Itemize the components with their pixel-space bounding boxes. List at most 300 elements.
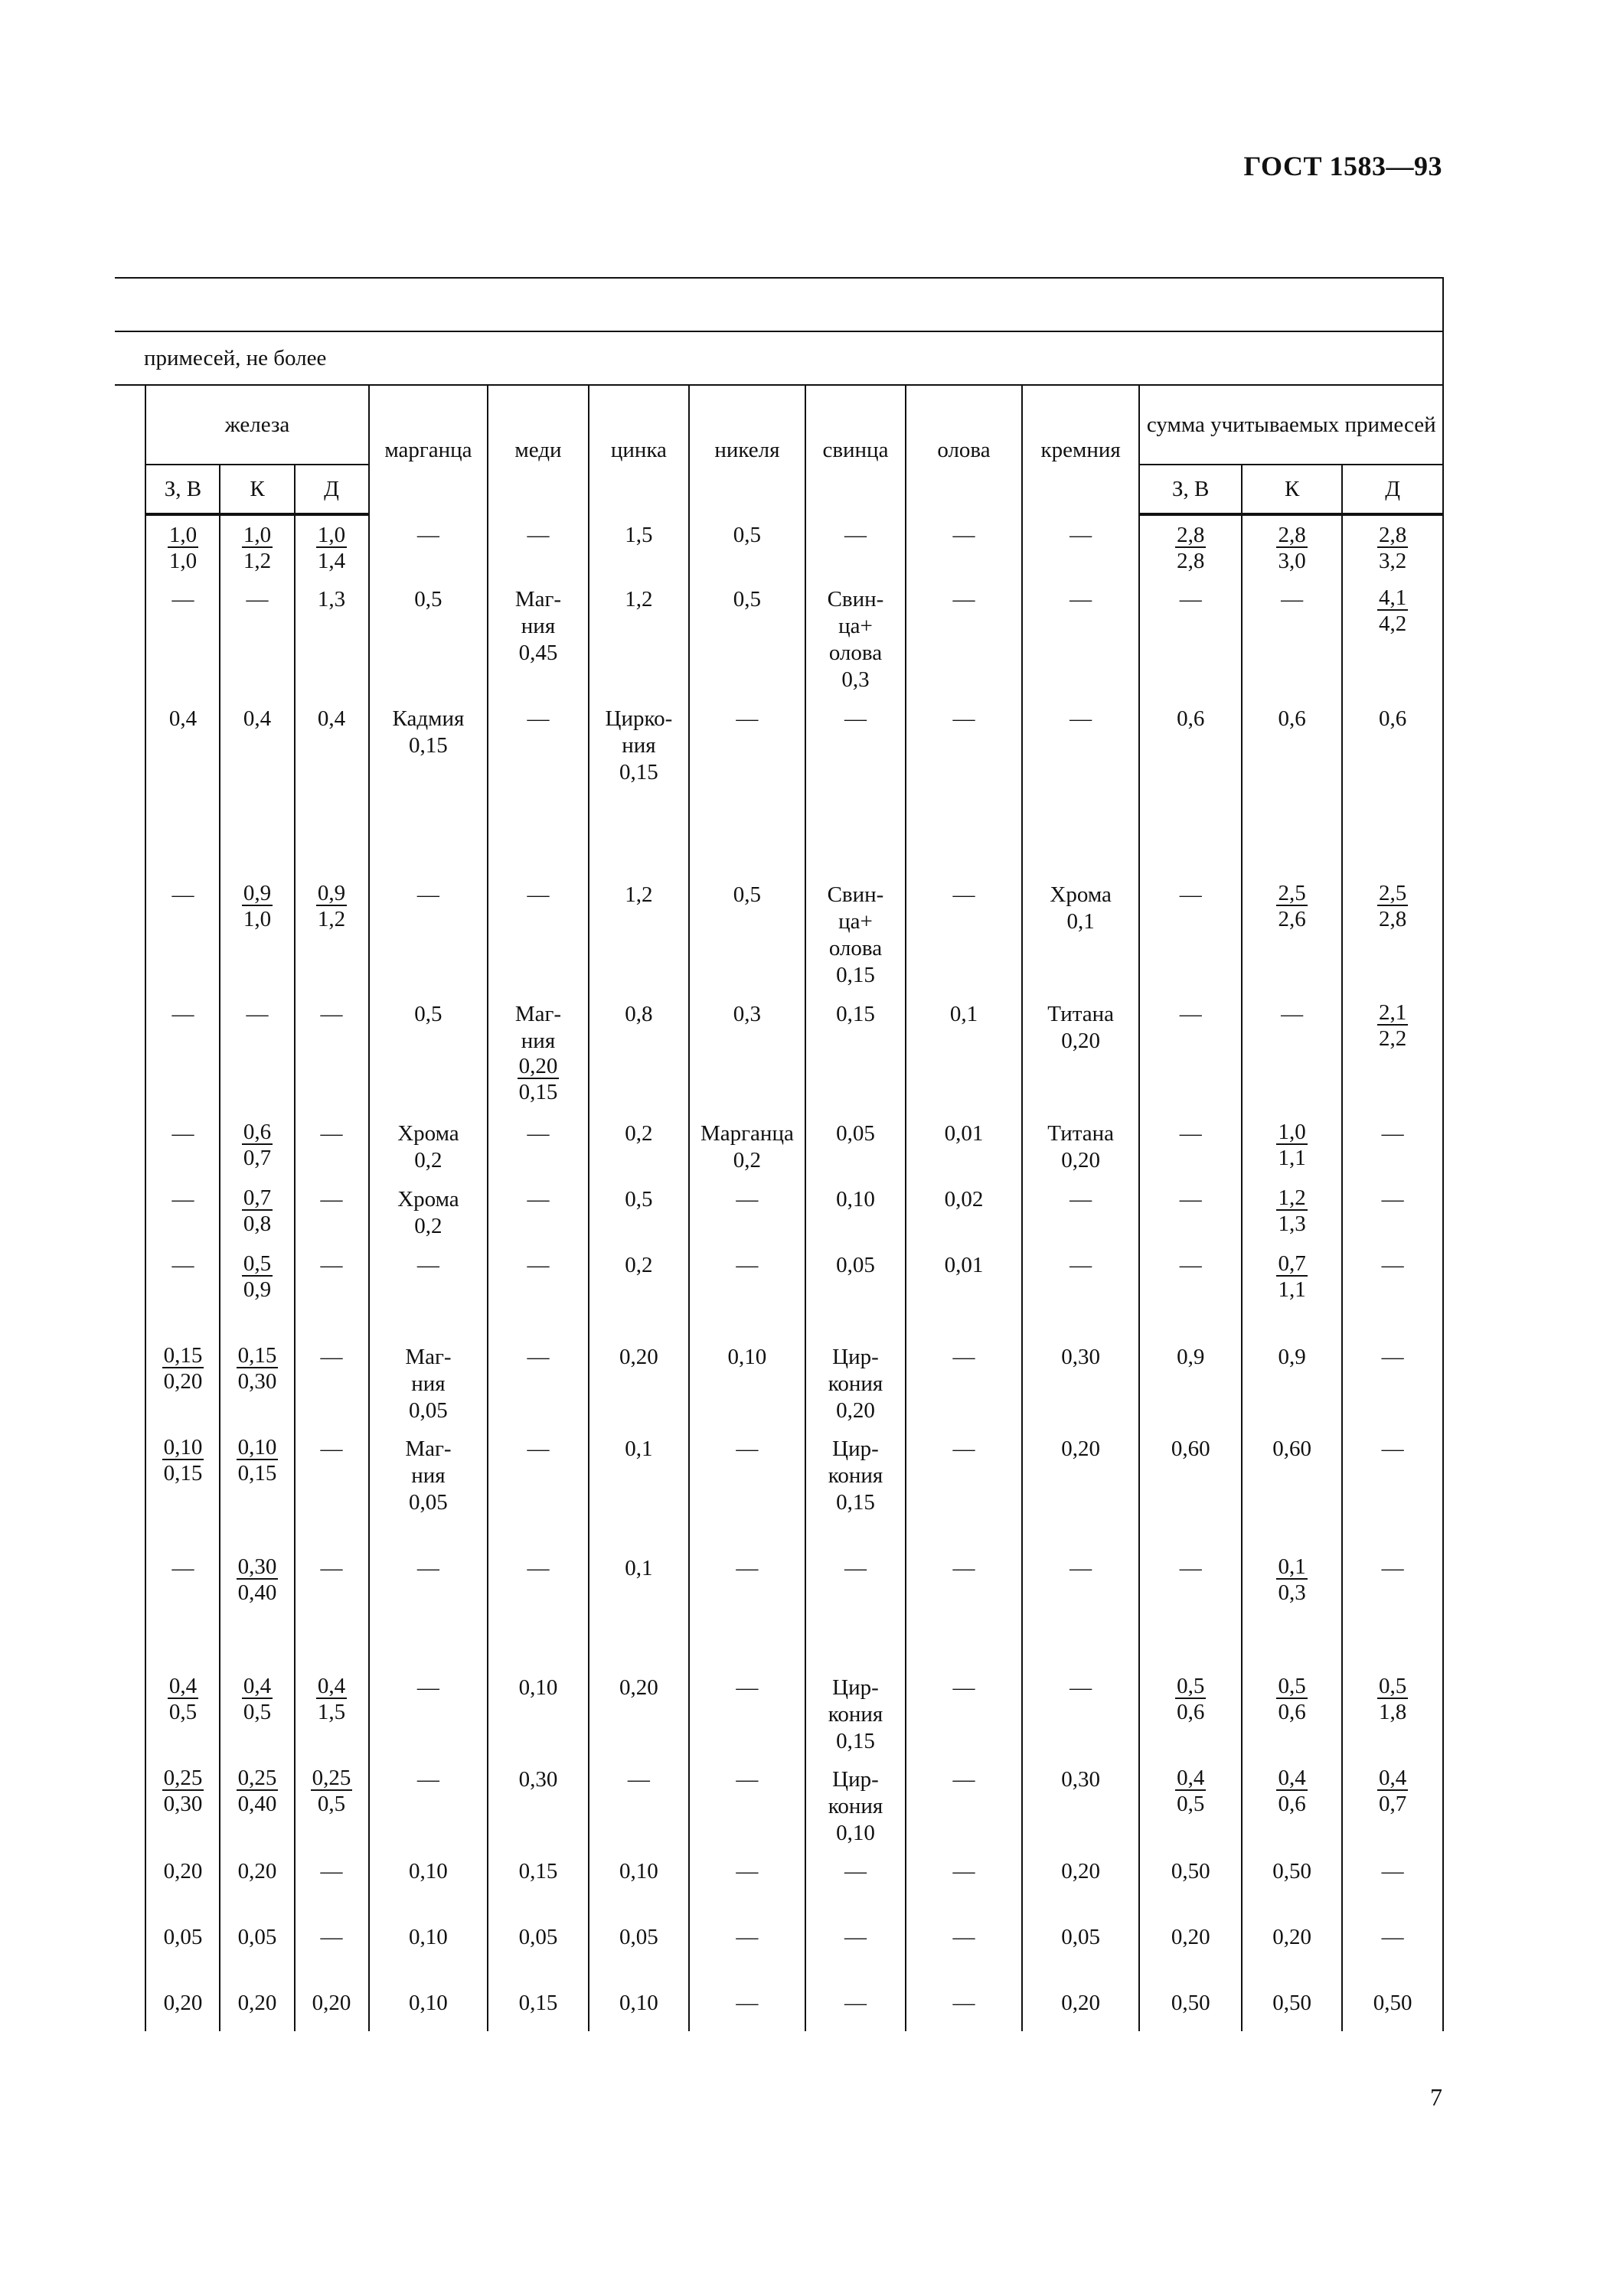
cell-text: 0,20 xyxy=(1061,1029,1101,1053)
cell-text: 0,60 xyxy=(1272,1437,1311,1461)
table-cell xyxy=(906,698,1022,874)
cell-text: олова xyxy=(828,936,883,960)
cell-text: — xyxy=(1069,1675,1092,1700)
cell-text: — xyxy=(171,587,194,612)
table-cell xyxy=(1139,874,1241,993)
cell-text: 0,05 xyxy=(836,1253,875,1277)
header-row-1 xyxy=(115,385,1443,465)
column-header: свинца xyxy=(805,385,906,514)
cell-text: 0,4 xyxy=(317,706,346,731)
table-cell xyxy=(1139,1851,1241,1916)
table-cell xyxy=(145,1667,220,1759)
table-cell xyxy=(295,1548,369,1667)
table-cell xyxy=(145,1428,220,1548)
table-cell xyxy=(1342,1428,1443,1548)
fraction xyxy=(242,882,273,932)
table-cell xyxy=(295,1113,369,1179)
table-cell xyxy=(369,993,488,1113)
fraction-numerator: 0,4 xyxy=(317,1674,346,1698)
table-cell xyxy=(1242,1113,1342,1179)
table-cell xyxy=(1242,514,1342,579)
table-body xyxy=(115,514,1443,2031)
cell-text: 0,5 xyxy=(733,587,762,612)
table-cell xyxy=(145,698,220,874)
fraction-numerator: 0,9 xyxy=(317,881,346,905)
table-caption: примесей, не более xyxy=(115,331,1443,385)
fraction-numerator: 0,25 xyxy=(312,1766,351,1790)
table-cell xyxy=(805,1548,906,1667)
table-cell xyxy=(1022,1667,1140,1759)
cell-text: — xyxy=(320,1253,343,1277)
cell-text: — xyxy=(952,1675,975,1700)
cell-text: — xyxy=(736,1675,759,1700)
cell-text: — xyxy=(952,1767,975,1792)
table-cell xyxy=(805,1982,906,2031)
fraction-denominator: 1,4 xyxy=(317,549,346,573)
table-cell xyxy=(689,579,805,698)
fraction-denominator: 1,0 xyxy=(243,907,272,931)
table-cell xyxy=(1242,1851,1342,1916)
cell-text: 0,6 xyxy=(1379,706,1407,731)
table-cell xyxy=(369,1851,488,1916)
sub-header: З, В xyxy=(145,465,220,514)
fraction-numerator: 0,30 xyxy=(237,1554,277,1579)
column-header: меди xyxy=(488,385,588,514)
fraction-numerator: 1,0 xyxy=(1278,1120,1306,1144)
table-cell xyxy=(906,1244,1022,1336)
table-cell xyxy=(805,514,906,579)
table-cell xyxy=(689,1916,805,1982)
fraction-denominator: 1,3 xyxy=(1278,1212,1306,1236)
table-cell xyxy=(1139,698,1241,874)
table-cell xyxy=(220,1851,294,1916)
table-cell xyxy=(589,514,689,579)
fraction xyxy=(1276,1766,1307,1817)
table-cell xyxy=(1342,1851,1443,1916)
table-cell xyxy=(805,1667,906,1759)
table-cell xyxy=(1022,1336,1140,1428)
cell-text: Кадмия xyxy=(392,706,465,731)
table-cell xyxy=(145,1548,220,1667)
table-cell xyxy=(488,1179,588,1244)
table-cell xyxy=(488,993,588,1113)
table-row xyxy=(115,1428,1443,1548)
cell-text: 0,10 xyxy=(836,1187,875,1212)
cell-text: — xyxy=(844,1859,867,1883)
fraction-numerator: 0,4 xyxy=(1177,1766,1205,1790)
cell-text: 0,10 xyxy=(619,1859,658,1883)
cell-text: 0,01 xyxy=(944,1253,984,1277)
cell-text: 0,20 xyxy=(163,1859,203,1883)
fraction xyxy=(242,1675,273,1725)
fraction xyxy=(1276,1675,1307,1725)
cell-text: — xyxy=(1281,587,1304,612)
table-cell xyxy=(689,1548,805,1667)
table-cell xyxy=(805,1916,906,1982)
table-cell xyxy=(1342,1759,1443,1851)
cell-text: — xyxy=(1381,1187,1404,1212)
table-cell xyxy=(805,1851,906,1916)
table-row xyxy=(115,1982,1443,2031)
fraction xyxy=(242,1186,273,1237)
table-cell xyxy=(589,1179,689,1244)
table-cell xyxy=(906,1113,1022,1179)
caption-row xyxy=(115,331,1443,385)
fraction xyxy=(237,1344,279,1394)
cell-text: — xyxy=(1069,1187,1092,1212)
cell-text: 0,10 xyxy=(836,1821,875,1845)
cell-text: 0,10 xyxy=(409,1859,448,1883)
fraction-numerator: 0,25 xyxy=(237,1766,277,1790)
table-cell xyxy=(805,1428,906,1548)
cell-text: 0,15 xyxy=(836,1729,875,1753)
fraction-numerator: 1,0 xyxy=(317,523,346,547)
cell-text: 0,15 xyxy=(409,733,448,758)
cell-text: Цирко- xyxy=(605,706,673,731)
cell-text: — xyxy=(527,523,550,547)
cell-text: — xyxy=(320,1345,343,1369)
table-cell xyxy=(906,514,1022,579)
cell-text: 0,20 xyxy=(1171,1925,1210,1949)
table-cell xyxy=(1139,514,1241,579)
fraction-denominator: 0,3 xyxy=(1278,1580,1306,1605)
cell-text: Титана xyxy=(1047,1002,1115,1026)
table-cell xyxy=(1342,874,1443,993)
cell-text: 0,4 xyxy=(168,706,198,731)
fraction-denominator: 1,0 xyxy=(168,549,198,573)
fraction xyxy=(237,1436,279,1486)
fraction xyxy=(1377,1675,1408,1725)
table-cell xyxy=(488,874,588,993)
table-cell xyxy=(1242,1982,1342,2031)
table-cell xyxy=(805,993,906,1113)
table-cell xyxy=(1139,1916,1241,1982)
table-cell xyxy=(589,1982,689,2031)
table-cell xyxy=(1139,1428,1241,1548)
cell-text: 0,60 xyxy=(1171,1437,1210,1461)
cell-text: олова xyxy=(828,641,883,665)
cell-text: — xyxy=(527,882,550,907)
cell-text: 0,6 xyxy=(1278,706,1306,731)
table-cell xyxy=(295,993,369,1113)
table-cell xyxy=(295,579,369,698)
cell-text: — xyxy=(736,1437,759,1461)
table-cell xyxy=(369,1428,488,1548)
table-cell xyxy=(295,698,369,874)
cell-text: Марганца xyxy=(700,1121,794,1146)
fraction-numerator: 0,10 xyxy=(237,1435,277,1459)
table-cell xyxy=(488,1916,588,1982)
fraction-numerator: 0,1 xyxy=(1278,1554,1306,1579)
cell-text: — xyxy=(736,706,759,731)
sub-header: К xyxy=(220,465,294,514)
cell-text: 0,1 xyxy=(625,1556,653,1580)
cell-text: Маг- xyxy=(405,1345,452,1369)
table-cell xyxy=(145,1916,220,1982)
cell-text: — xyxy=(320,1187,343,1212)
cell-text: 0,15 xyxy=(836,963,875,987)
fraction xyxy=(242,523,273,574)
cell-text: — xyxy=(1281,1002,1304,1026)
table-cell xyxy=(369,698,488,874)
cell-text: — xyxy=(736,1556,759,1580)
fraction xyxy=(1377,1001,1408,1052)
fraction-numerator: 0,4 xyxy=(1379,1766,1407,1790)
cell-text: 0,15 xyxy=(518,1991,558,2015)
table-cell xyxy=(488,1244,588,1336)
table-cell xyxy=(1242,1916,1342,1982)
fraction xyxy=(311,1766,353,1817)
table-cell xyxy=(1342,1336,1443,1428)
table-cell xyxy=(1139,1179,1241,1244)
cell-text: — xyxy=(952,882,975,907)
table-cell xyxy=(488,698,588,874)
table-cell xyxy=(488,579,588,698)
table-cell xyxy=(589,1428,689,1548)
fraction-numerator: 0,5 xyxy=(243,1251,272,1276)
table-cell xyxy=(1022,1548,1140,1667)
cell-text: — xyxy=(527,1121,550,1146)
table-cell xyxy=(1022,1179,1140,1244)
fraction-denominator: 0,40 xyxy=(237,1580,277,1605)
cell-text: 0,3 xyxy=(841,667,870,692)
fraction-denominator: 0,6 xyxy=(1177,1700,1205,1724)
fraction-numerator: 0,6 xyxy=(243,1120,272,1144)
cell-text: 0,30 xyxy=(518,1767,558,1792)
cell-text: 0,3 xyxy=(733,1002,762,1026)
table-cell xyxy=(1022,579,1140,698)
table-cell xyxy=(220,1428,294,1548)
cell-text: — xyxy=(1381,1859,1404,1883)
fraction xyxy=(1377,523,1408,574)
fraction-denominator: 0,30 xyxy=(237,1369,277,1394)
table-row xyxy=(115,698,1443,874)
table-cell xyxy=(369,1244,488,1336)
cell-text: — xyxy=(171,1187,194,1212)
fraction-denominator: 0,8 xyxy=(243,1212,272,1236)
cell-text: — xyxy=(527,706,550,731)
table-cell xyxy=(589,1548,689,1667)
table-cell xyxy=(220,1982,294,2031)
table-cell xyxy=(906,993,1022,1113)
table-cell xyxy=(1139,1667,1241,1759)
table-cell xyxy=(589,1916,689,1982)
table-cell xyxy=(1022,874,1140,993)
table-cell xyxy=(805,1113,906,1179)
table-cell xyxy=(145,1179,220,1244)
iron-group-header: железа xyxy=(145,385,368,465)
fraction xyxy=(242,1252,273,1303)
table-cell xyxy=(1342,1667,1443,1759)
fraction-numerator: 2,5 xyxy=(1379,881,1407,905)
table-cell xyxy=(689,1244,805,1336)
fraction-denominator: 2,6 xyxy=(1278,907,1306,931)
table-cell xyxy=(1242,1428,1342,1548)
fraction-numerator: 0,25 xyxy=(163,1766,203,1790)
cell-text: — xyxy=(171,882,194,907)
fraction xyxy=(1377,1766,1408,1817)
fraction-numerator: 2,1 xyxy=(1379,1000,1407,1025)
cell-text: 0,2 xyxy=(625,1253,653,1277)
cell-text: 0,20 xyxy=(1061,1437,1101,1461)
fraction-denominator: 1,8 xyxy=(1379,1700,1407,1724)
fraction-numerator: 4,1 xyxy=(1379,585,1407,610)
fraction-denominator: 4,2 xyxy=(1379,612,1407,636)
table-cell xyxy=(145,1851,220,1916)
cell-text: — xyxy=(320,1121,343,1146)
cell-text: — xyxy=(416,1253,439,1277)
table-cell xyxy=(589,1851,689,1916)
table-cell xyxy=(369,1759,488,1851)
cell-text: — xyxy=(952,587,975,612)
table-cell xyxy=(145,579,220,698)
fraction-denominator: 0,15 xyxy=(237,1461,277,1486)
cell-text: — xyxy=(1069,1556,1092,1580)
cell-text: 1,2 xyxy=(625,587,653,612)
fraction xyxy=(1276,1555,1307,1606)
fraction-denominator: 0,15 xyxy=(518,1080,558,1104)
table-cell xyxy=(488,1428,588,1548)
fraction xyxy=(168,523,198,574)
cell-text: 0,1 xyxy=(625,1437,653,1461)
table-cell xyxy=(1242,1179,1342,1244)
table-cell xyxy=(1342,993,1443,1113)
cell-text: 0,05 xyxy=(1061,1925,1101,1949)
table-cell xyxy=(1342,514,1443,579)
table-cell xyxy=(1342,698,1443,874)
table-cell xyxy=(1342,579,1443,698)
cell-text: — xyxy=(320,1925,343,1949)
fraction-denominator: 0,5 xyxy=(243,1700,272,1724)
cell-text: — xyxy=(527,1187,550,1212)
cell-text: ца+ xyxy=(838,614,873,638)
fraction-numerator: 0,4 xyxy=(1278,1766,1306,1790)
sub-header: Д xyxy=(295,465,369,514)
cell-text: — xyxy=(736,1925,759,1949)
total-group-header: сумма учитываемых примесей xyxy=(1139,385,1443,465)
cell-text: 0,10 xyxy=(409,1991,448,2015)
cell-text: 0,30 xyxy=(1061,1345,1101,1369)
fraction-denominator: 0,20 xyxy=(163,1369,203,1394)
cell-text: кония xyxy=(828,1463,883,1488)
cell-text: 0,20 xyxy=(836,1398,875,1423)
table-cell xyxy=(1022,1428,1140,1548)
table-cell xyxy=(220,1113,294,1179)
cell-text: Маг- xyxy=(405,1437,452,1461)
table-cell xyxy=(906,1916,1022,1982)
fraction xyxy=(242,1120,273,1171)
table-cell xyxy=(369,1916,488,1982)
table-cell xyxy=(369,579,488,698)
table-cell xyxy=(1242,1667,1342,1759)
fraction xyxy=(316,882,347,932)
fraction-numerator: 0,7 xyxy=(243,1186,272,1210)
cell-text: Цир- xyxy=(832,1675,879,1700)
fraction xyxy=(1175,1766,1206,1817)
cell-text: 0,10 xyxy=(727,1345,767,1369)
table-row xyxy=(115,579,1443,698)
table-cell xyxy=(689,698,805,874)
cell-text: Цир- xyxy=(832,1345,879,1369)
cell-text: — xyxy=(1179,1556,1202,1580)
table-cell xyxy=(906,874,1022,993)
table-cell xyxy=(689,1759,805,1851)
table-cell xyxy=(295,514,369,579)
table-cell xyxy=(805,1336,906,1428)
column-header: никеля xyxy=(689,385,805,514)
table-cell xyxy=(1022,1759,1140,1851)
cell-text: 0,20 xyxy=(1061,1991,1101,2015)
table-cell xyxy=(369,1982,488,2031)
cell-text: 0,4 xyxy=(243,706,272,731)
table-cell xyxy=(220,1759,294,1851)
cell-text: ния xyxy=(521,1029,556,1053)
column-header: марганца xyxy=(369,385,488,514)
table-cell xyxy=(295,1244,369,1336)
fraction xyxy=(1276,523,1307,574)
cell-text: — xyxy=(736,1859,759,1883)
table-cell xyxy=(906,579,1022,698)
cell-text: — xyxy=(736,1991,759,2015)
table-cell xyxy=(805,1759,906,1851)
fraction-denominator: 1,1 xyxy=(1278,1146,1306,1170)
table-cell xyxy=(220,1244,294,1336)
cell-text: 0,50 xyxy=(1373,1991,1412,2015)
table-cell xyxy=(805,1244,906,1336)
cell-text: 0,2 xyxy=(414,1214,442,1238)
table-cell xyxy=(1342,1179,1443,1244)
table-cell xyxy=(488,1113,588,1179)
cell-text: — xyxy=(171,1002,194,1026)
column-header: цинка xyxy=(589,385,689,514)
table-cell xyxy=(220,579,294,698)
cell-text: — xyxy=(952,1556,975,1580)
table-row xyxy=(115,1179,1443,1244)
table-cell xyxy=(1139,1548,1241,1667)
table-cell xyxy=(1242,993,1342,1113)
table-cell xyxy=(220,993,294,1113)
fraction-denominator: 1,1 xyxy=(1278,1277,1306,1302)
cell-text: Хрома xyxy=(1050,882,1112,907)
cell-text: 0,2 xyxy=(414,1148,442,1172)
fraction-denominator: 1,2 xyxy=(317,907,346,931)
cell-text: — xyxy=(1179,1253,1202,1277)
fraction-denominator: 0,15 xyxy=(163,1461,203,1486)
table-cell xyxy=(689,514,805,579)
cell-text: 0,30 xyxy=(1061,1767,1101,1792)
table-cell xyxy=(488,1982,588,2031)
cell-text: Маг- xyxy=(514,587,562,612)
fraction-denominator: 3,0 xyxy=(1278,549,1306,573)
cell-text: 0,20 xyxy=(619,1345,658,1369)
table-cell xyxy=(145,1244,220,1336)
table-cell xyxy=(1242,1548,1342,1667)
table-cell xyxy=(1242,1759,1342,1851)
table-cell xyxy=(295,1851,369,1916)
cell-text: 0,10 xyxy=(619,1991,658,2015)
cell-text: — xyxy=(1179,1187,1202,1212)
fraction-numerator: 1,0 xyxy=(168,523,198,547)
table-cell xyxy=(488,1851,588,1916)
table-cell xyxy=(689,1851,805,1916)
cell-text: 0,15 xyxy=(836,1002,875,1026)
fraction xyxy=(162,1436,204,1486)
cell-text: 0,1 xyxy=(1066,909,1095,934)
fraction-numerator: 2,8 xyxy=(1278,523,1306,547)
cell-text: Цир- xyxy=(832,1767,879,1792)
fraction-denominator: 0,5 xyxy=(317,1792,346,1816)
table-cell xyxy=(589,874,689,993)
